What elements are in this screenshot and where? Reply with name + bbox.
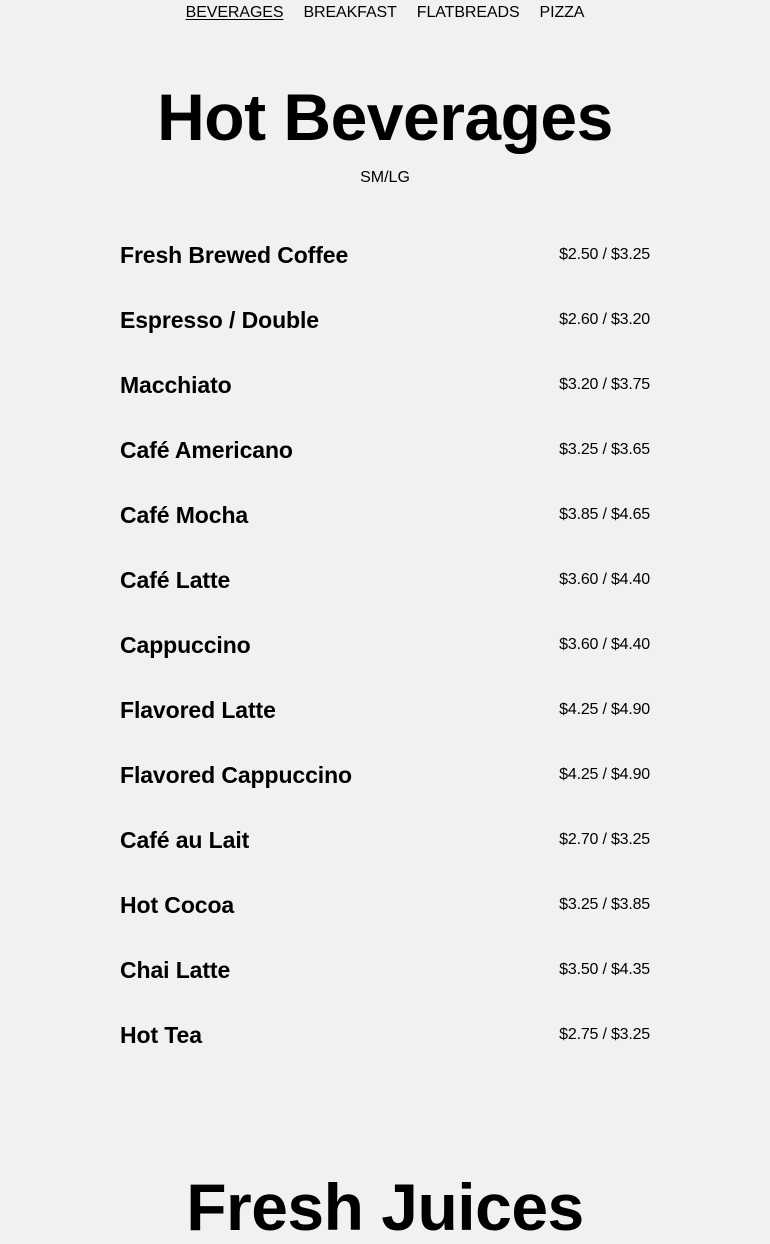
nav-link-flatbreads[interactable]: FLATBREADS [416, 4, 520, 21]
nav-link-beverages[interactable]: BEVERAGES [185, 4, 284, 21]
item-name: Flavored Cappuccino [120, 762, 352, 788]
menu-item [120, 237, 650, 302]
item-name: Fresh Brewed Coffee [120, 242, 349, 268]
item-price: $2.50 / $3.25 [559, 246, 650, 263]
size-subtitle: SM/LG [360, 169, 410, 186]
menu-item [120, 952, 650, 1017]
item-price: $4.25 / $4.90 [559, 701, 650, 718]
nav-link-breakfast[interactable]: BREAKFAST [303, 4, 397, 21]
section-title-fresh-juices: Fresh Juices [186, 1170, 584, 1244]
item-name: Hot Tea [120, 1022, 202, 1048]
item-price: $2.60 / $3.20 [559, 311, 650, 328]
item-name: Flavored Latte [120, 697, 276, 723]
item-name: Espresso / Double [120, 307, 319, 333]
item-price: $4.25 / $4.90 [559, 766, 650, 783]
menu-item [120, 822, 650, 887]
item-price: $3.85 / $4.65 [559, 506, 650, 523]
item-name: Café au Lait [120, 827, 250, 853]
item-name: Chai Latte [120, 957, 231, 983]
item-price: $2.75 / $3.25 [559, 1026, 650, 1043]
menu-item [120, 367, 650, 432]
hot-beverages-list [120, 237, 650, 1082]
item-name: Hot Cocoa [120, 892, 235, 918]
item-name: Cappuccino [120, 632, 251, 658]
menu-item [120, 302, 650, 367]
item-name: Café Latte [120, 567, 231, 593]
item-price: $3.50 / $4.35 [559, 961, 650, 978]
menu-item [120, 887, 650, 952]
category-nav [0, 0, 770, 28]
item-name: Macchiato [120, 372, 232, 398]
menu-item [120, 432, 650, 497]
menu-item [120, 627, 650, 692]
menu-item [120, 757, 650, 822]
nav-link-pizza[interactable]: PIZZA [539, 4, 585, 21]
item-price: $3.60 / $4.40 [559, 571, 650, 588]
menu-item [120, 692, 650, 757]
menu-item [120, 497, 650, 562]
menu-item [120, 562, 650, 627]
item-name: Café Mocha [120, 502, 249, 528]
section-title-hot-beverages: Hot Beverages [157, 80, 613, 154]
item-name: Café Americano [120, 437, 293, 463]
item-price: $2.70 / $3.25 [559, 831, 650, 848]
item-price: $3.25 / $3.65 [559, 441, 650, 458]
menu-item [120, 1017, 650, 1082]
item-price: $3.20 / $3.75 [559, 376, 650, 393]
item-price: $3.60 / $4.40 [559, 636, 650, 653]
item-price: $3.25 / $3.85 [559, 896, 650, 913]
